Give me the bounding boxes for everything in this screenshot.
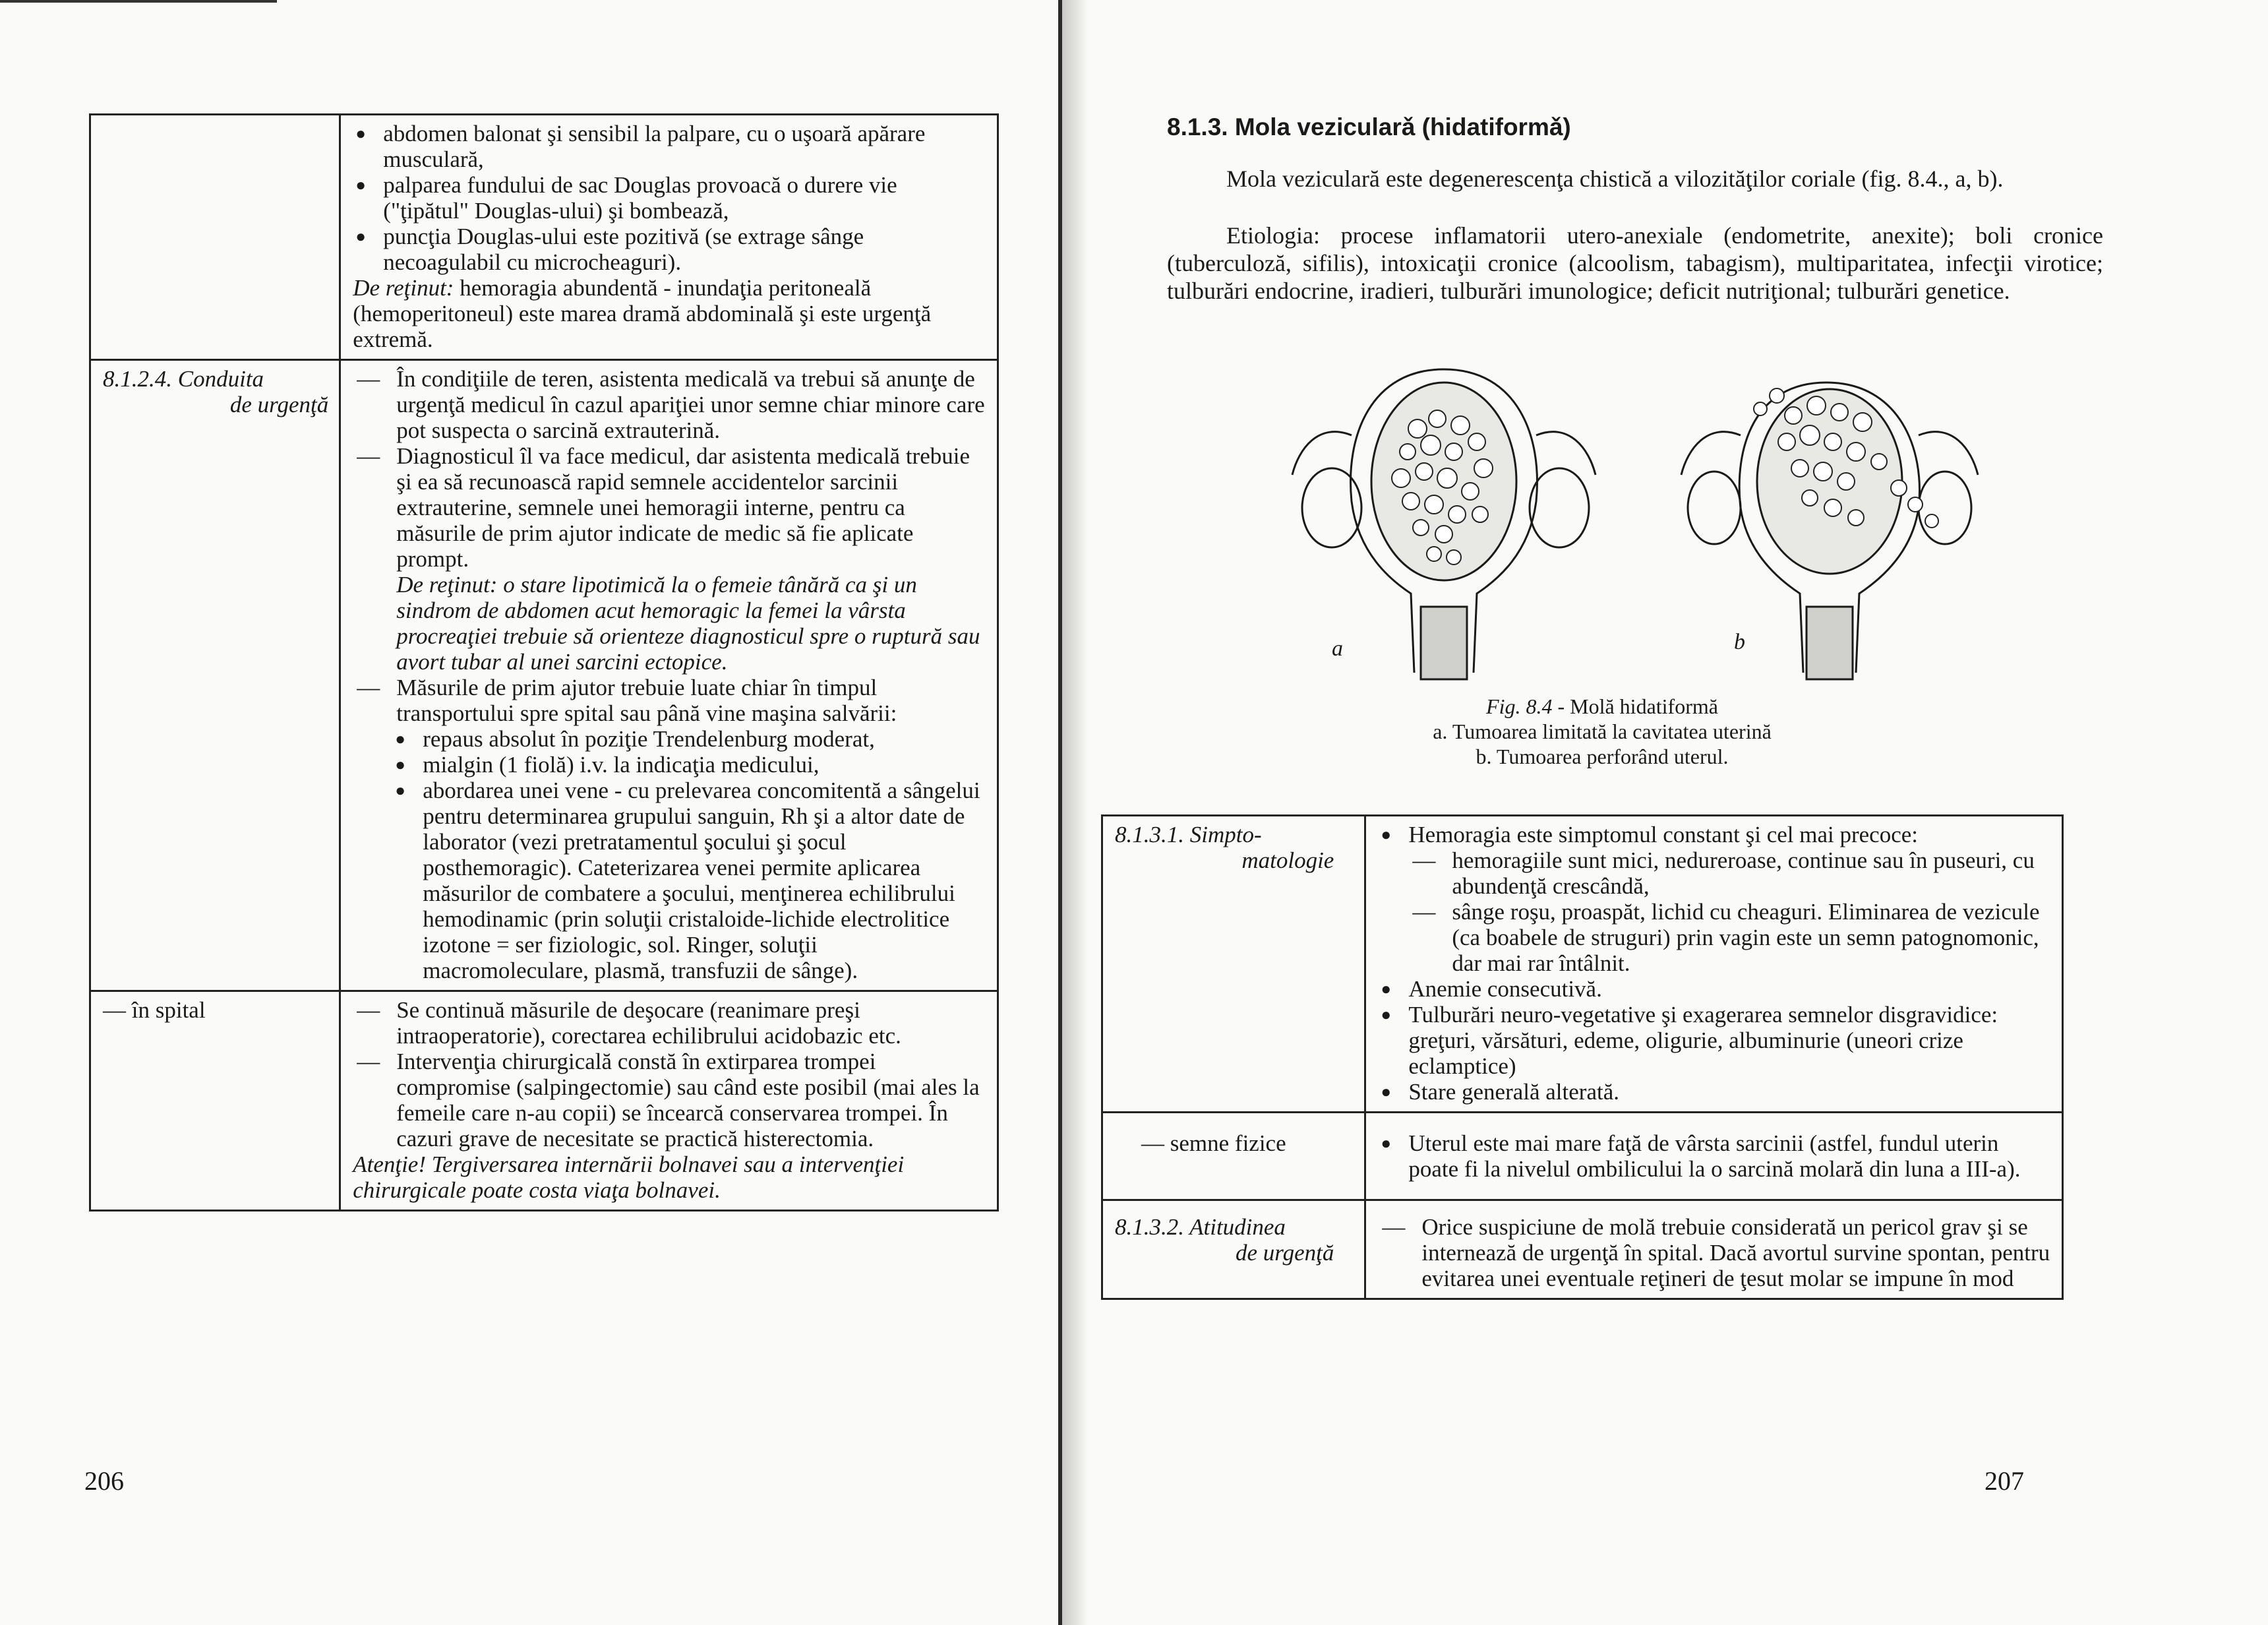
list-item: ● Stare generală alterată. <box>1408 1079 2051 1105</box>
row-label <box>90 115 340 360</box>
note <box>353 275 986 352</box>
uterus-b-drawing <box>1681 383 1978 679</box>
list-item: ● Tulburări neuro-vegetative şi exagerarea semnelor disgravidice: greţuri, vărsături, edeme, oligurie, albuminurie (uneori crize eclamptice) <box>1408 1002 2051 1079</box>
row-label <box>90 991 340 1211</box>
mole-figure <box>1279 356 2136 686</box>
label-line: de urgenţă <box>229 392 329 417</box>
label-line: 8.1.2.4. Conduita <box>103 366 264 392</box>
table-row <box>1102 1113 2063 1200</box>
row-content <box>340 991 998 1211</box>
figure-caption <box>1305 694 1899 769</box>
paragraph: Mola veziculară este degenerescenţa chistică a vilozităţilor coriale (fig. 8.4., a, b). <box>1226 166 2004 192</box>
item-text: Diagnosticul îl va face medicul, dar asistenta medicală trebuie şi ea să recunoască rapid semnele accidentelor sarcinii extrauterine, semnele unei hemoragii interne, pentru ca măsurile de prim ajutor indicate de medic să fie aplicate prompt. <box>396 443 970 572</box>
label-line: matologie <box>1241 847 1334 873</box>
label-line: 8.1.3.1. Simpto- <box>1115 822 1262 847</box>
list-item <box>396 675 986 983</box>
attention-note: Atenţie! Tergiversarea internării bolnavei sau a intervenţiei chirurgicale poate costa viaţa bolnavei. <box>353 1151 905 1203</box>
row-content <box>1365 1200 2063 1299</box>
list-item: ● Uterul este mai mare faţă de vârsta sarcinii (astfel, fundul uterin poate fi la nivelul ombilicului la o sarcină molară din luna a III-a). <box>1408 1130 2051 1182</box>
caption-title-line <box>1305 694 1899 719</box>
label-text: — în spital <box>103 997 206 1023</box>
list-item: — Se continuă măsurile de deşocare (reanimare preşi intraoperatorie), corectarea echilibrului acidobazic etc. <box>396 997 986 1049</box>
row-label <box>1102 816 1365 1113</box>
list-item <box>1408 822 2051 976</box>
list-item: ● puncţia Douglas-ului este pozitivă (se extrage sânge necoagulabil cu microcheaguri). <box>383 224 986 275</box>
list-item: — Orice suspiciune de molă trebuie considerată un pericol grav şi se internează de urgenţă în spital. Dacă avortul survine spontan, pentru evitarea unei eventuale reţineri de ţesut molar se impune în mod <box>1421 1214 2051 1291</box>
table-row <box>90 115 998 360</box>
table-row <box>1102 816 2063 1113</box>
list-item: ● mialgin (1 fiolă) i.v. la indicaţia medicului, <box>423 752 986 778</box>
page-number: 206 <box>84 1466 124 1496</box>
list-item: ● abdomen balonat şi sensibil la palpare, cu o uşoară apărare musculară, <box>383 121 986 172</box>
caption-title: - Molă hidatiformă <box>1552 694 1718 718</box>
row-content <box>1365 816 2063 1113</box>
label-line: de urgenţă <box>1235 1240 1334 1266</box>
list-item: — Intervenţia chirurgicală constă în extirparea trompei compromise (salpingectomie) sau când este posibil (mai ales la femeile care n-au copii) se încearcă conservarea trompei. În cazuri grave de necesitate se practică histerectomia. <box>396 1049 986 1151</box>
row-content <box>1365 1113 2063 1200</box>
item-text: Hemoragia este simptomul constant şi cel mai precoce: <box>1408 822 1919 847</box>
list-item: ● Anemie consecutivă. <box>1408 976 2051 1002</box>
right-table <box>1101 814 2064 1300</box>
list-item: — În condiţiile de teren, asistenta medicală va trebui să anunţe de urgenţă medicul în cazul apariţiei unor semne chiar minore care pot suspecta o sarcină extrauterină. <box>396 366 986 443</box>
note-text: hemoragia abundentă - inundaţia peritoneală (hemoperitoneul) este marea dramă abdominală şi este urgenţă extremă. <box>353 275 932 352</box>
right-page <box>1081 0 2268 1625</box>
list-item: — hemoragiile sunt mici, nedureroase, continue sau în puseuri, cu abundenţă crescândă, <box>1452 847 2051 899</box>
paragraph: Etiologia: procese inflamatorii utero-anexiale (endometrite, anexite); boli cronice (tuberculoză, sifilis), intoxicaţii cronice (alcoolism, tabagism), multiparitatea, infecţii virotice; tulburări endocrine, iradieri, tulburări imunologice; deficit nutriţional; tulburări genetice. <box>1167 222 2103 304</box>
note <box>396 572 986 675</box>
caption-line: b. Tumoarea perforând uterul. <box>1476 745 1729 768</box>
row-label <box>90 360 340 991</box>
page-number: 207 <box>1984 1466 2024 1496</box>
note-label: De reţinut: <box>353 275 454 301</box>
figure-letter-a: a <box>1332 636 1343 661</box>
row-content <box>340 360 998 991</box>
label-text: — semne fizice <box>1141 1130 1286 1156</box>
table-row <box>90 991 998 1211</box>
row-label <box>1102 1113 1365 1200</box>
left-table <box>89 113 999 1211</box>
row-content <box>340 115 998 360</box>
list-item: ● palparea fundului de sac Douglas provoacă o durere vie ("ţipătul" Douglas-ului) şi bombează, <box>383 172 986 224</box>
figure-letter-b: b <box>1734 630 1745 654</box>
table-row <box>1102 1200 2063 1299</box>
row-label <box>1102 1200 1365 1299</box>
caption-fig-ref: Fig. 8.4 <box>1486 694 1553 718</box>
list-item: — sânge roşu, proaspăt, lichid cu cheaguri. Eliminarea de vezicule (ca boabele de struguri) prin vagin este un semn patognomonic, dar mai rar întâlnit. <box>1452 899 2051 976</box>
left-page <box>0 0 1061 1625</box>
item-text: Măsurile de prim ajutor trebuie luate chiar în timpul transportului spre spital sau până vine maşina salvării: <box>396 675 897 726</box>
table-row <box>90 360 998 991</box>
note-label: De reţinut: <box>396 572 498 598</box>
label-line: 8.1.3.2. Atitudinea <box>1115 1214 1286 1240</box>
note-text: o stare lipotimică la o femeie tânără ca şi un sindrom de abdomen acut hemoragic la femei la vârsta procreaţiei trebuie să orienteze diagnosticul spre o ruptură sau avort tubar al unei sarcini ectopice. <box>396 572 980 675</box>
section-heading: 8.1.3. Mola vezicularǎ (hidatiformǎ) <box>1167 113 1571 140</box>
list-item <box>396 443 986 675</box>
list-item: ● repaus absolut în poziţie Trendelenburg moderat, <box>423 726 986 752</box>
list-item: ● abordarea unei vene - cu prelevarea concomitentă a sângelui pentru determinarea grupului sanguin, Rh şi a altor date de laborator (vezi pretratamentul şocului şi şocul posthemoragic). Cateterizarea venei permite aplicarea măsurilor de combatere a şocului, menţinerea echilibrului hemodinamic (prin soluţii cristaloide-lichide electrolitice izotone = ser fiziologic, sol. Ringer, soluţii macromoleculare, plasmă, transfuzii de sânge). <box>423 778 986 983</box>
caption-line: a. Tumoarea limitată la cavitatea uterină <box>1433 720 1772 743</box>
